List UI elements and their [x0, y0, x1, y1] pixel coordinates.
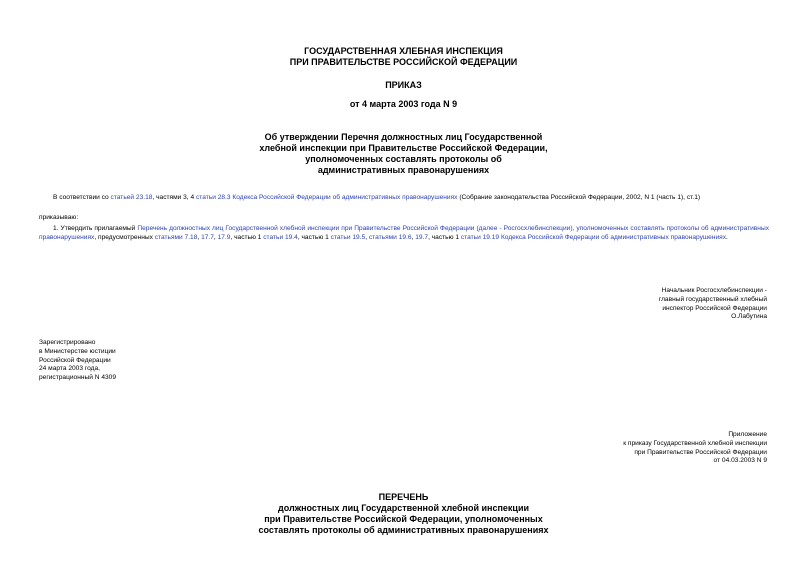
link-koap[interactable]: Кодекса Российской Федерации об административных правонарушениях [232, 194, 458, 201]
registration-block [39, 339, 239, 383]
link-article-28-3[interactable]: статьи 28.3 [195, 194, 231, 201]
link-article-19-7[interactable]: 19.7 [415, 233, 429, 241]
link-article-19-4[interactable]: статьи 19.4 [263, 233, 298, 241]
item-text: , [411, 233, 416, 241]
order-word: приказываю: [39, 214, 79, 221]
signature-line-4: О.Лабутина [731, 313, 767, 321]
agency-title [0, 46, 807, 68]
signature-line-2: главный государственный хлебный [658, 295, 767, 303]
item-text: , частью 1 [230, 233, 264, 241]
link-article-19-6[interactable]: статьями 19.6 [368, 233, 412, 241]
signature-line-1: Начальник Росгосхлебинспекции - [661, 287, 767, 294]
item-text: , [197, 233, 202, 241]
item-text: 1. Утвердить прилагаемый [53, 225, 138, 232]
registration-line-2: в Министерстве юстиции [39, 347, 116, 355]
doc-date-number: от 4 марта 2003 года N 9 [349, 99, 458, 109]
doc-subject [0, 132, 807, 176]
subject-line-4: административных правонарушениях [317, 165, 490, 175]
registration-line-5: регистрационный N 4309 [39, 374, 117, 382]
order-item-1 [39, 225, 769, 243]
item-text: , частью 1 [428, 233, 461, 241]
appendix-reference [467, 431, 767, 466]
signature-line-3: инспектор Российской Федерации [662, 304, 767, 312]
link-article-17-9[interactable]: 17.9 [217, 233, 231, 241]
preamble-text: (Собрание законодательства Российской Федерации, 2002, N 1 (часть 1), ст.1) [457, 194, 701, 201]
registration-line-3: Российской Федерации [39, 356, 111, 364]
item-text: , частью 1 [297, 233, 331, 241]
link-article-23-18[interactable]: статьей 23.18 [110, 194, 153, 201]
link-article-7-18[interactable]: статьями 7.18 [154, 233, 198, 241]
preamble-text: , частями 3, 4 [152, 194, 196, 201]
list-title-line-1: ПЕРЕЧЕНЬ [378, 492, 429, 502]
subject-line-3: уполномоченных составлять протоколы об [305, 154, 502, 164]
subject-line-2: хлебной инспекции при Правительстве Российской Федерации, [259, 143, 548, 153]
item-text: . [726, 233, 728, 241]
appendix-line-1: Приложение [728, 431, 767, 438]
link-koap-2[interactable]: Кодекса Российской Федерации об административных правонарушениях [500, 233, 727, 241]
doc-type: ПРИКАЗ [385, 80, 422, 90]
list-title-line-3: при Правительстве Российской Федерации, уполномоченных [264, 514, 543, 524]
appendix-line-2: к приказу Государственной хлебной инспекции [623, 439, 767, 447]
link-perechen[interactable]: Перечень должностных лиц Государственной хлебной инспекции при Правительстве Российской Федерации (далее - Росгосхлебинспекции), уполномоченных составлять протоколы об административных правонарушениях [39, 225, 769, 241]
item-text: , предусмотренных [94, 233, 155, 241]
item-text: , [213, 233, 218, 241]
item-text: , [365, 233, 369, 241]
preamble [53, 194, 773, 203]
registration-line-1: Зарегистрировано [39, 339, 96, 346]
appendix-line-3: при Правительстве Российской Федерации [634, 448, 767, 456]
list-title [0, 492, 807, 536]
list-title-line-4: составлять протоколы об административных правонарушениях [258, 525, 549, 535]
link-article-19-19[interactable]: статьи 19.19 [460, 233, 500, 241]
preamble-text: В соответствии со [53, 194, 111, 201]
link-article-19-5[interactable]: статьи 19.5 [330, 233, 366, 241]
agency-line-1: ГОСУДАРСТВЕННАЯ ХЛЕБНАЯ ИНСПЕКЦИЯ [304, 46, 503, 56]
signature-block [467, 287, 767, 322]
subject-line-1: Об утверждении Перечня должностных лиц Государственной [264, 132, 543, 142]
appendix-line-4: от 04.03.2003 N 9 [713, 457, 767, 465]
agency-line-2: ПРИ ПРАВИТЕЛЬСТВЕ РОССИЙСКОЙ ФЕДЕРАЦИИ [289, 57, 518, 67]
registration-line-4: 24 марта 2003 года, [39, 365, 100, 373]
link-article-17-7[interactable]: 17.7 [201, 233, 214, 241]
list-title-line-2: должностных лиц Государственной хлебной инспекции [277, 503, 530, 513]
